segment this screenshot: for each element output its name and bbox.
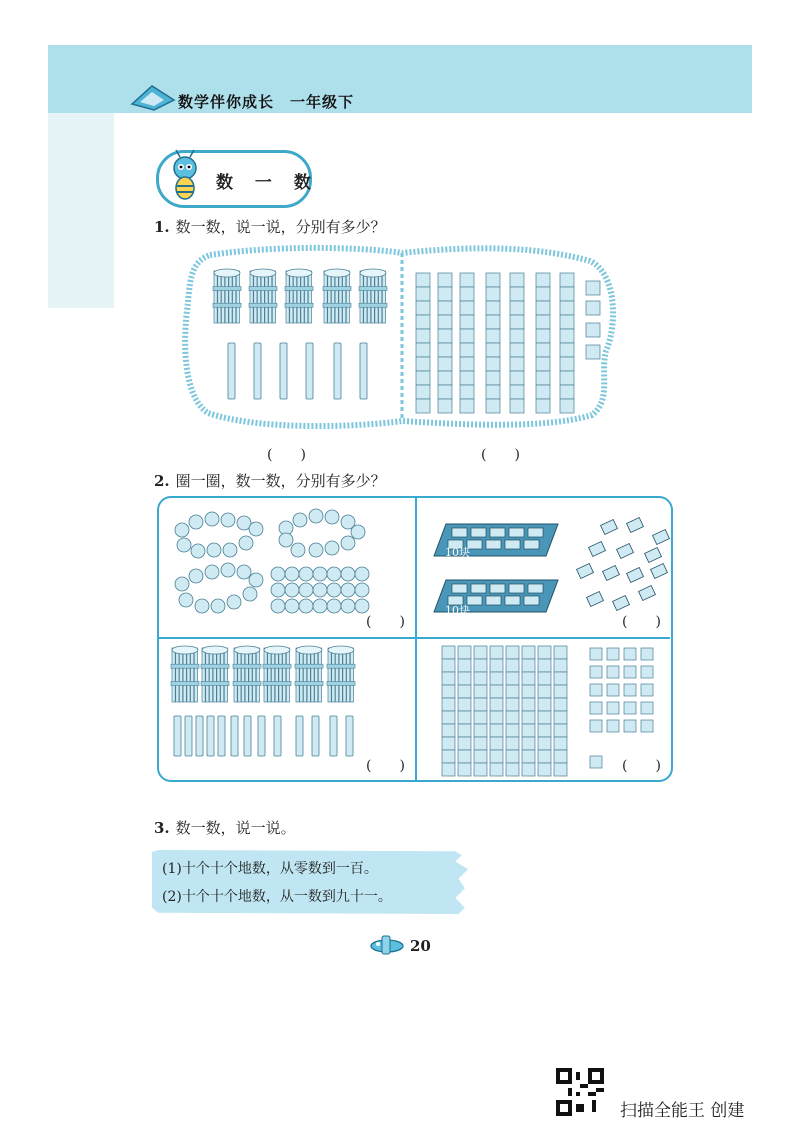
ten-rod bbox=[416, 273, 430, 413]
unit-cube bbox=[607, 648, 619, 660]
q3-line-1: (1)十个十个地数，从零数到一百。 bbox=[162, 861, 378, 877]
bead-chain bbox=[175, 563, 263, 613]
single-stick bbox=[231, 716, 238, 756]
q2-answer-2[interactable]: ( ) bbox=[622, 614, 661, 630]
unit-cube bbox=[624, 648, 636, 660]
question-1-text: 数一数，说一说，分别有多少？ bbox=[175, 218, 386, 236]
loose-block bbox=[589, 542, 606, 557]
ten-rod bbox=[538, 646, 551, 776]
question-2-text: 圈一圈，数一数，分别有多少？ bbox=[175, 472, 386, 490]
unit-cube bbox=[607, 684, 619, 696]
stick-group bbox=[228, 343, 367, 399]
bee-mascot-icon bbox=[160, 148, 210, 204]
single-stick bbox=[330, 716, 337, 756]
unit-cube bbox=[590, 702, 602, 714]
unit-cube bbox=[586, 281, 600, 295]
unit-cube bbox=[590, 648, 602, 660]
loose-block bbox=[653, 530, 670, 545]
stick-bundle bbox=[327, 646, 355, 702]
unit-cube bbox=[624, 666, 636, 678]
stick-bundle bbox=[201, 646, 229, 702]
stick-bundle bbox=[263, 646, 291, 702]
single-stick bbox=[228, 343, 235, 399]
single-stick bbox=[244, 716, 251, 756]
single-stick bbox=[306, 343, 313, 399]
scanner-watermark: 扫描全能王 创建 bbox=[620, 1101, 745, 1121]
loose-block bbox=[601, 520, 618, 535]
question-2 bbox=[154, 470, 386, 491]
unit-cube bbox=[590, 720, 602, 732]
unit-cube bbox=[607, 702, 619, 714]
question-1 bbox=[154, 216, 386, 237]
loose-block bbox=[577, 564, 594, 579]
qr-code-icon bbox=[556, 1068, 604, 1116]
stick-bundle bbox=[359, 269, 387, 323]
question-1-number: 1. bbox=[154, 218, 170, 236]
ten-rod bbox=[510, 273, 524, 413]
unit-cube bbox=[590, 684, 602, 696]
bead-grid bbox=[271, 567, 369, 613]
stick-bundle bbox=[233, 646, 261, 702]
unit-cube bbox=[641, 684, 653, 696]
ten-rod bbox=[458, 646, 471, 776]
unit-cube bbox=[641, 702, 653, 714]
q2-figures bbox=[158, 498, 670, 778]
ten-rod bbox=[438, 273, 452, 413]
question-3-number: 3. bbox=[154, 819, 170, 837]
unit-cube bbox=[641, 720, 653, 732]
ten-rod bbox=[486, 273, 500, 413]
unit-cube bbox=[641, 648, 653, 660]
unit-cube bbox=[590, 666, 602, 678]
loose-block bbox=[627, 568, 644, 583]
left-margin-strip bbox=[48, 113, 114, 308]
tray-label-1: 10块 bbox=[445, 546, 470, 559]
block-trays bbox=[434, 518, 669, 612]
q2-answer-3[interactable]: ( ) bbox=[366, 758, 405, 774]
single-stick bbox=[312, 716, 319, 756]
unit-cube bbox=[590, 756, 602, 768]
unit-cube bbox=[624, 684, 636, 696]
unit-cube bbox=[607, 720, 619, 732]
header-title: 数学伴你成长 一年级下 bbox=[178, 93, 355, 111]
single-stick bbox=[174, 716, 181, 756]
single-stick bbox=[196, 716, 203, 756]
bead-chain bbox=[175, 512, 263, 558]
ten-rod bbox=[442, 646, 455, 776]
single-stick bbox=[346, 716, 353, 756]
stick-bundle bbox=[249, 269, 277, 323]
q2-answer-4[interactable]: ( ) bbox=[622, 758, 661, 774]
bead-chain bbox=[279, 509, 365, 557]
single-stick bbox=[185, 716, 192, 756]
loose-block bbox=[639, 586, 656, 601]
unit-cube bbox=[607, 666, 619, 678]
q1-answer-left[interactable]: ( ) bbox=[267, 447, 306, 463]
single-stick bbox=[254, 343, 261, 399]
loose-block bbox=[617, 544, 634, 559]
ten-rod bbox=[522, 646, 535, 776]
loose-block bbox=[587, 592, 604, 607]
loose-block bbox=[627, 518, 644, 533]
tray-label-2: 10块 bbox=[445, 604, 470, 617]
ten-rod bbox=[560, 273, 574, 413]
unit-cube bbox=[624, 720, 636, 732]
loose-block bbox=[603, 566, 620, 581]
loose-block bbox=[645, 548, 662, 563]
q1-answer-right[interactable]: ( ) bbox=[481, 447, 520, 463]
unit-cube bbox=[586, 345, 600, 359]
question-2-number: 2. bbox=[154, 472, 170, 490]
bead-chains bbox=[175, 509, 369, 613]
single-stick bbox=[334, 343, 341, 399]
single-stick bbox=[218, 716, 225, 756]
q1-figure bbox=[180, 243, 620, 433]
single-stick bbox=[296, 716, 303, 756]
stick-bundle bbox=[171, 646, 199, 702]
loose-block bbox=[651, 564, 668, 579]
q3-line-2: (2)十个十个地数，从一数到九十一。 bbox=[162, 889, 392, 905]
single-stick bbox=[207, 716, 214, 756]
ten-rod bbox=[554, 646, 567, 776]
single-stick bbox=[274, 716, 281, 756]
single-stick bbox=[258, 716, 265, 756]
stick-bundle bbox=[285, 269, 313, 323]
pencil-logo-icon bbox=[130, 82, 176, 112]
ten-rod bbox=[490, 646, 503, 776]
stick-bundle bbox=[295, 646, 323, 702]
stick-bundle bbox=[213, 269, 241, 323]
single-stick bbox=[360, 343, 367, 399]
bundle-group bbox=[213, 269, 387, 323]
unit-cube bbox=[586, 301, 600, 315]
unit-cube bbox=[641, 666, 653, 678]
rod-group bbox=[416, 273, 600, 413]
stick-bundle bbox=[323, 269, 351, 323]
unit-cube bbox=[586, 323, 600, 337]
ten-rod bbox=[474, 646, 487, 776]
plane-mascot-icon bbox=[368, 934, 406, 956]
ten-rod bbox=[506, 646, 519, 776]
ten-rod bbox=[460, 273, 474, 413]
loose-block bbox=[613, 596, 630, 611]
single-stick bbox=[280, 343, 287, 399]
ten-rod bbox=[536, 273, 550, 413]
page-number: 20 bbox=[410, 937, 431, 955]
question-3-text: 数一数，说一说。 bbox=[175, 819, 296, 837]
unit-cube bbox=[624, 702, 636, 714]
q2-answer-1[interactable]: ( ) bbox=[366, 614, 405, 630]
question-3 bbox=[154, 817, 296, 838]
bundle-group-2 bbox=[171, 646, 355, 702]
section-title: 数 一 数 bbox=[216, 173, 319, 193]
